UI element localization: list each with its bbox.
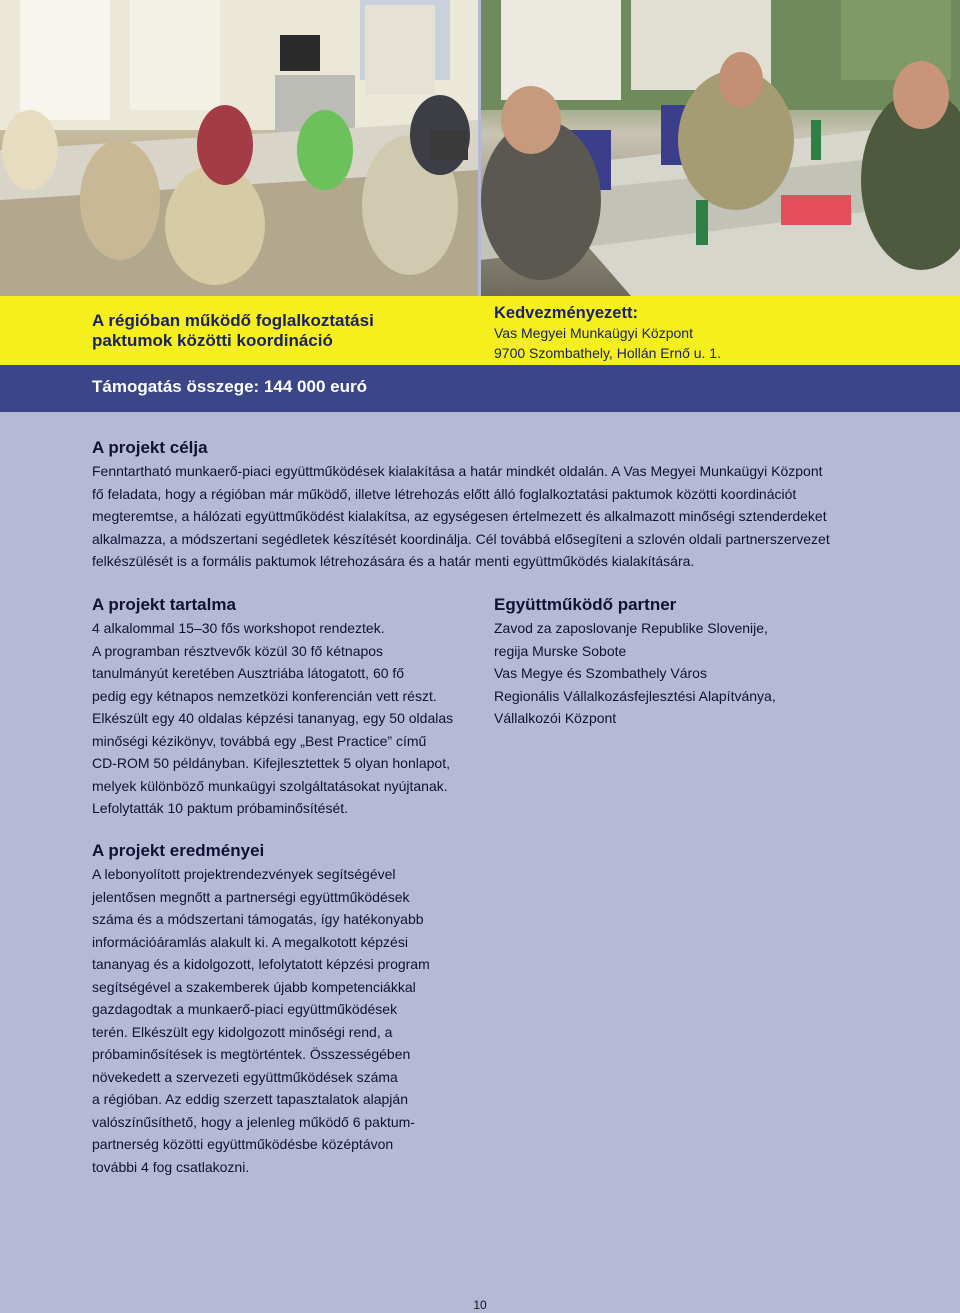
content-line: Lefolytatták 10 paktum próbaminősítését. bbox=[92, 800, 349, 816]
project-title bbox=[92, 311, 452, 351]
goal-line: megteremtse, a hálózati együttműködést kialakítsa, az egységesen értelmezett és alkalmazott minőségi sztenderdeket bbox=[92, 508, 827, 524]
content-line: pedig egy kétnapos nemzetközi konferencián vett részt. bbox=[92, 687, 437, 704]
results-line: A lebonyolított projektrendezvények segítségével bbox=[92, 866, 396, 882]
goal-line: fő feladata, hogy a régióban már működő, illetve létrehozás előtt álló foglalkoztatási paktumok közötti koordinációt bbox=[92, 485, 797, 502]
results-line: terén. Elkészült egy kidolgozott minőségi rend, a bbox=[92, 1023, 393, 1040]
project-title-line: paktumok közötti koordináció bbox=[92, 331, 333, 350]
results-text bbox=[92, 863, 430, 1178]
content-line: A programban résztvevők közül 30 fő kétnapos bbox=[92, 642, 384, 659]
goal-line: Fenntartható munkaerő-piaci együttműködések kialakítása a határ mindkét oldalán. A Vas Megyei Munkaügyi Központ bbox=[92, 463, 823, 479]
content-line: tanulmányút keretében Ausztriába látogatott, 60 fő bbox=[92, 665, 405, 681]
results-line: növekedett a szervezeti együttműködések száma bbox=[92, 1068, 398, 1085]
workshop-photo-left bbox=[0, 0, 478, 296]
classroom-illustration bbox=[0, 0, 478, 296]
results-line: száma és a módszertani támogatás, így hatékonyabb bbox=[92, 911, 424, 927]
results-line: gazdagodtak a munkaerő-piaci együttműködések bbox=[92, 1001, 398, 1017]
partner-text bbox=[494, 617, 776, 730]
content-line: minőségi kézikönyv, továbbá egy „Best Practice” című bbox=[92, 732, 427, 749]
results-line: tananyag és a kidolgozott, lefolytatott képzési program bbox=[92, 956, 430, 972]
goal-line: alkalmazza, a módszertani segédletek készítését koordinálja. Cél továbbá elősegíteni a szlovén oldali partnerszervezet bbox=[92, 530, 830, 547]
results-line: jelentősen megnőtt a partnerségi együttműködések bbox=[92, 888, 410, 905]
project-title-line: A régióban működő foglalkoztatási bbox=[92, 311, 374, 330]
content-line: Elkészült egy 40 oldalas képzési tananyag, egy 50 oldalas bbox=[92, 710, 454, 726]
results-line: információáramlás alakult ki. A megalkotott képzési bbox=[92, 933, 408, 950]
results-line: további 4 fog csatlakozni. bbox=[92, 1158, 250, 1175]
results-line: a régióban. Az eddig szerzett tapasztalatok alapján bbox=[92, 1091, 408, 1107]
partner-line: regija Murske Sobote bbox=[494, 642, 627, 659]
results-line: valószínűsíthető, hogy a jelenleg működő 6 paktum- bbox=[92, 1113, 415, 1130]
support-amount: Támogatás összege: 144 000 euró bbox=[92, 377, 367, 396]
partner-heading: Együttműködő partner bbox=[494, 595, 677, 614]
results-heading: A projekt eredményei bbox=[92, 841, 265, 860]
goal-heading: A projekt célja bbox=[92, 438, 208, 457]
content-line: melyek különböző munkaügyi szolgáltatásokat nyújtanak. bbox=[92, 777, 448, 794]
results-line: partnerség közötti együttműködésbe középtávon bbox=[92, 1136, 394, 1152]
page-number: 10 bbox=[473, 1298, 487, 1312]
partner-line: Vállalkozói Központ bbox=[494, 710, 617, 726]
content-heading: A projekt tartalma bbox=[92, 595, 236, 614]
beneficiary-address: 9700 Szombathely, Hollán Ernő u. 1. bbox=[494, 345, 721, 361]
beneficiary-heading: Kedvezményezett: bbox=[494, 304, 638, 322]
results-line: segítségével a szakemberek újabb kompetenciákkal bbox=[92, 978, 416, 995]
partner-line: Regionális Vállalkozásfejlesztési Alapítványa, bbox=[494, 687, 776, 704]
beneficiary-name: Vas Megyei Munkaügyi Központ bbox=[494, 325, 693, 341]
header-photos bbox=[0, 0, 960, 296]
content-line: CD-ROM 50 példányban. Kifejlesztettek 5 olyan honlapot, bbox=[92, 755, 450, 771]
goal-line: felkészülését is a formális paktumok létrehozására és a határ menti együttműködés kialakítására. bbox=[92, 553, 695, 569]
partner-line: Vas Megye és Szombathely Város bbox=[494, 665, 707, 681]
content-text bbox=[92, 617, 453, 820]
workshop-photo-right bbox=[481, 0, 960, 296]
content-line: 4 alkalommal 15–30 fős workshopot rendeztek. bbox=[92, 620, 385, 636]
meeting-illustration bbox=[481, 0, 960, 296]
results-line: próbaminősítések is megtörténtek. Összességében bbox=[92, 1046, 411, 1062]
goal-text bbox=[92, 460, 830, 573]
partner-line: Zavod za zaposlovanje Republike Slovenije, bbox=[494, 620, 768, 636]
